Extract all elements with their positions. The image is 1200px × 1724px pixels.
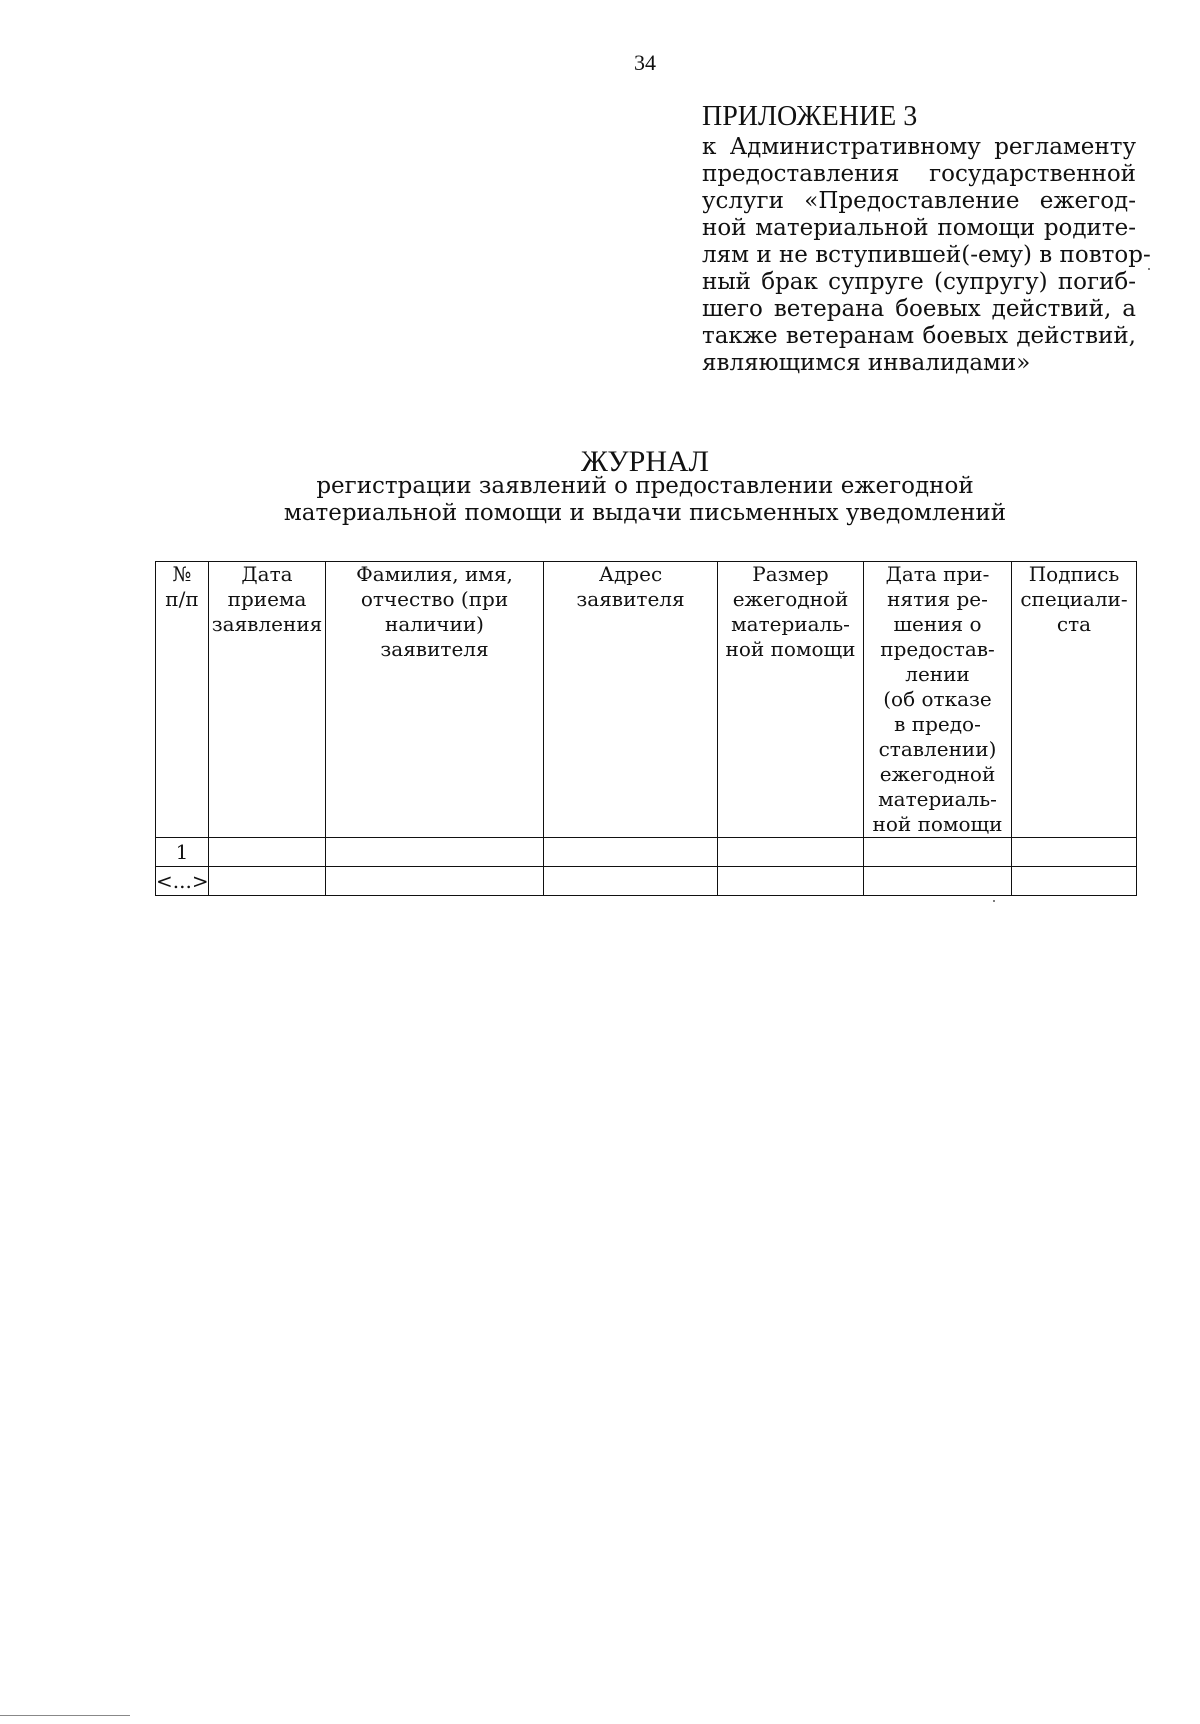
column-header-line: наличии) <box>385 612 484 636</box>
column-header-line: заявления <box>211 612 323 636</box>
column-header-line: приема <box>227 587 307 611</box>
table-cell <box>544 838 718 867</box>
column-header-address <box>544 562 718 838</box>
column-header-line: Размер <box>752 562 829 586</box>
registration-table <box>155 561 1137 896</box>
column-header-decision-date <box>864 562 1012 838</box>
column-header-line: в предо- <box>894 712 981 736</box>
column-header-line: ста <box>1056 612 1092 636</box>
column-header-line: заявителя <box>380 637 489 661</box>
appendix-line: шего ветерана боевых действий, а <box>702 296 1136 322</box>
column-header-line: ной помощи <box>872 812 1003 836</box>
page-number: 34 <box>634 50 656 75</box>
table-cell <box>326 867 544 896</box>
appendix-block <box>702 101 1151 377</box>
column-header-date-received <box>209 562 326 838</box>
column-header-line: Фамилия, имя, <box>356 562 513 586</box>
appendix-line: ный брак супруге (супругу) погиб- <box>702 269 1136 295</box>
table-cell <box>864 867 1012 896</box>
table-cell <box>544 867 718 896</box>
column-header-line: специали- <box>1020 587 1128 611</box>
column-header-number <box>156 562 209 838</box>
table-cell: <...> <box>156 867 209 896</box>
column-header-line: ставлении) <box>878 737 997 761</box>
journal-subtitle-line: материальной помощи и выдачи письменных уведомлений <box>283 500 1007 526</box>
column-header-line: ной помощи <box>725 637 856 661</box>
column-header-line: Адрес <box>598 562 663 586</box>
column-header-line: заявителя <box>576 587 685 611</box>
appendix-line: лям и не вступившей(-ему) в повтор- <box>702 242 1151 268</box>
table-cell <box>864 838 1012 867</box>
appendix-title: ПРИЛОЖЕНИЕ 3 <box>702 101 918 132</box>
column-header-line: материаль- <box>731 612 850 636</box>
column-header-line: ежегодной <box>879 762 996 786</box>
journal-title: ЖУРНАЛ <box>580 445 710 478</box>
scan-speck <box>993 900 995 902</box>
column-header-line: Дата <box>241 562 293 586</box>
column-header-full-name <box>326 562 544 838</box>
journal-subtitle-line: регистрации заявлений о предоставлении ежегодной <box>316 473 974 499</box>
scan-speck <box>1148 268 1150 270</box>
column-header-line: нятия ре- <box>887 587 988 611</box>
table-cell <box>1012 867 1137 896</box>
table-row <box>156 838 1137 867</box>
table-cell: 1 <box>156 838 209 867</box>
table-cell <box>718 867 864 896</box>
table-cell <box>209 838 326 867</box>
column-header-line: Дата при- <box>885 562 990 586</box>
column-header-line: (об отказе <box>883 687 992 711</box>
appendix-line: к Административному регламенту <box>702 134 1136 160</box>
appendix-line: являющимся инвалидами» <box>702 350 1031 376</box>
appendix-line: услуги «Предоставление ежегод- <box>702 188 1136 214</box>
column-header-line: ежегодной <box>732 587 849 611</box>
column-header-amount <box>718 562 864 838</box>
column-header-line: п/п <box>165 587 199 611</box>
table-row <box>156 867 1137 896</box>
table-header-row <box>156 562 1137 838</box>
appendix-line: предоставления государственной <box>702 161 1136 187</box>
column-header-line: предостав- <box>880 637 995 661</box>
column-header-line: Подпись <box>1028 562 1120 586</box>
column-header-line: № <box>172 562 192 586</box>
column-header-line: материаль- <box>878 787 997 811</box>
table-cell <box>718 838 864 867</box>
appendix-line: также ветеранам боевых действий, <box>702 323 1136 349</box>
table-cell <box>326 838 544 867</box>
scan-edge-line <box>0 1715 130 1716</box>
appendix-line: ной материальной помощи родите- <box>702 215 1136 241</box>
column-header-line: лении <box>905 662 970 686</box>
column-header-line: отчество (при <box>360 587 509 611</box>
column-header-line: шения о <box>893 612 982 636</box>
column-header-signature <box>1012 562 1137 838</box>
table-cell <box>209 867 326 896</box>
table-cell <box>1012 838 1137 867</box>
journal-subtitle <box>0 473 1200 527</box>
